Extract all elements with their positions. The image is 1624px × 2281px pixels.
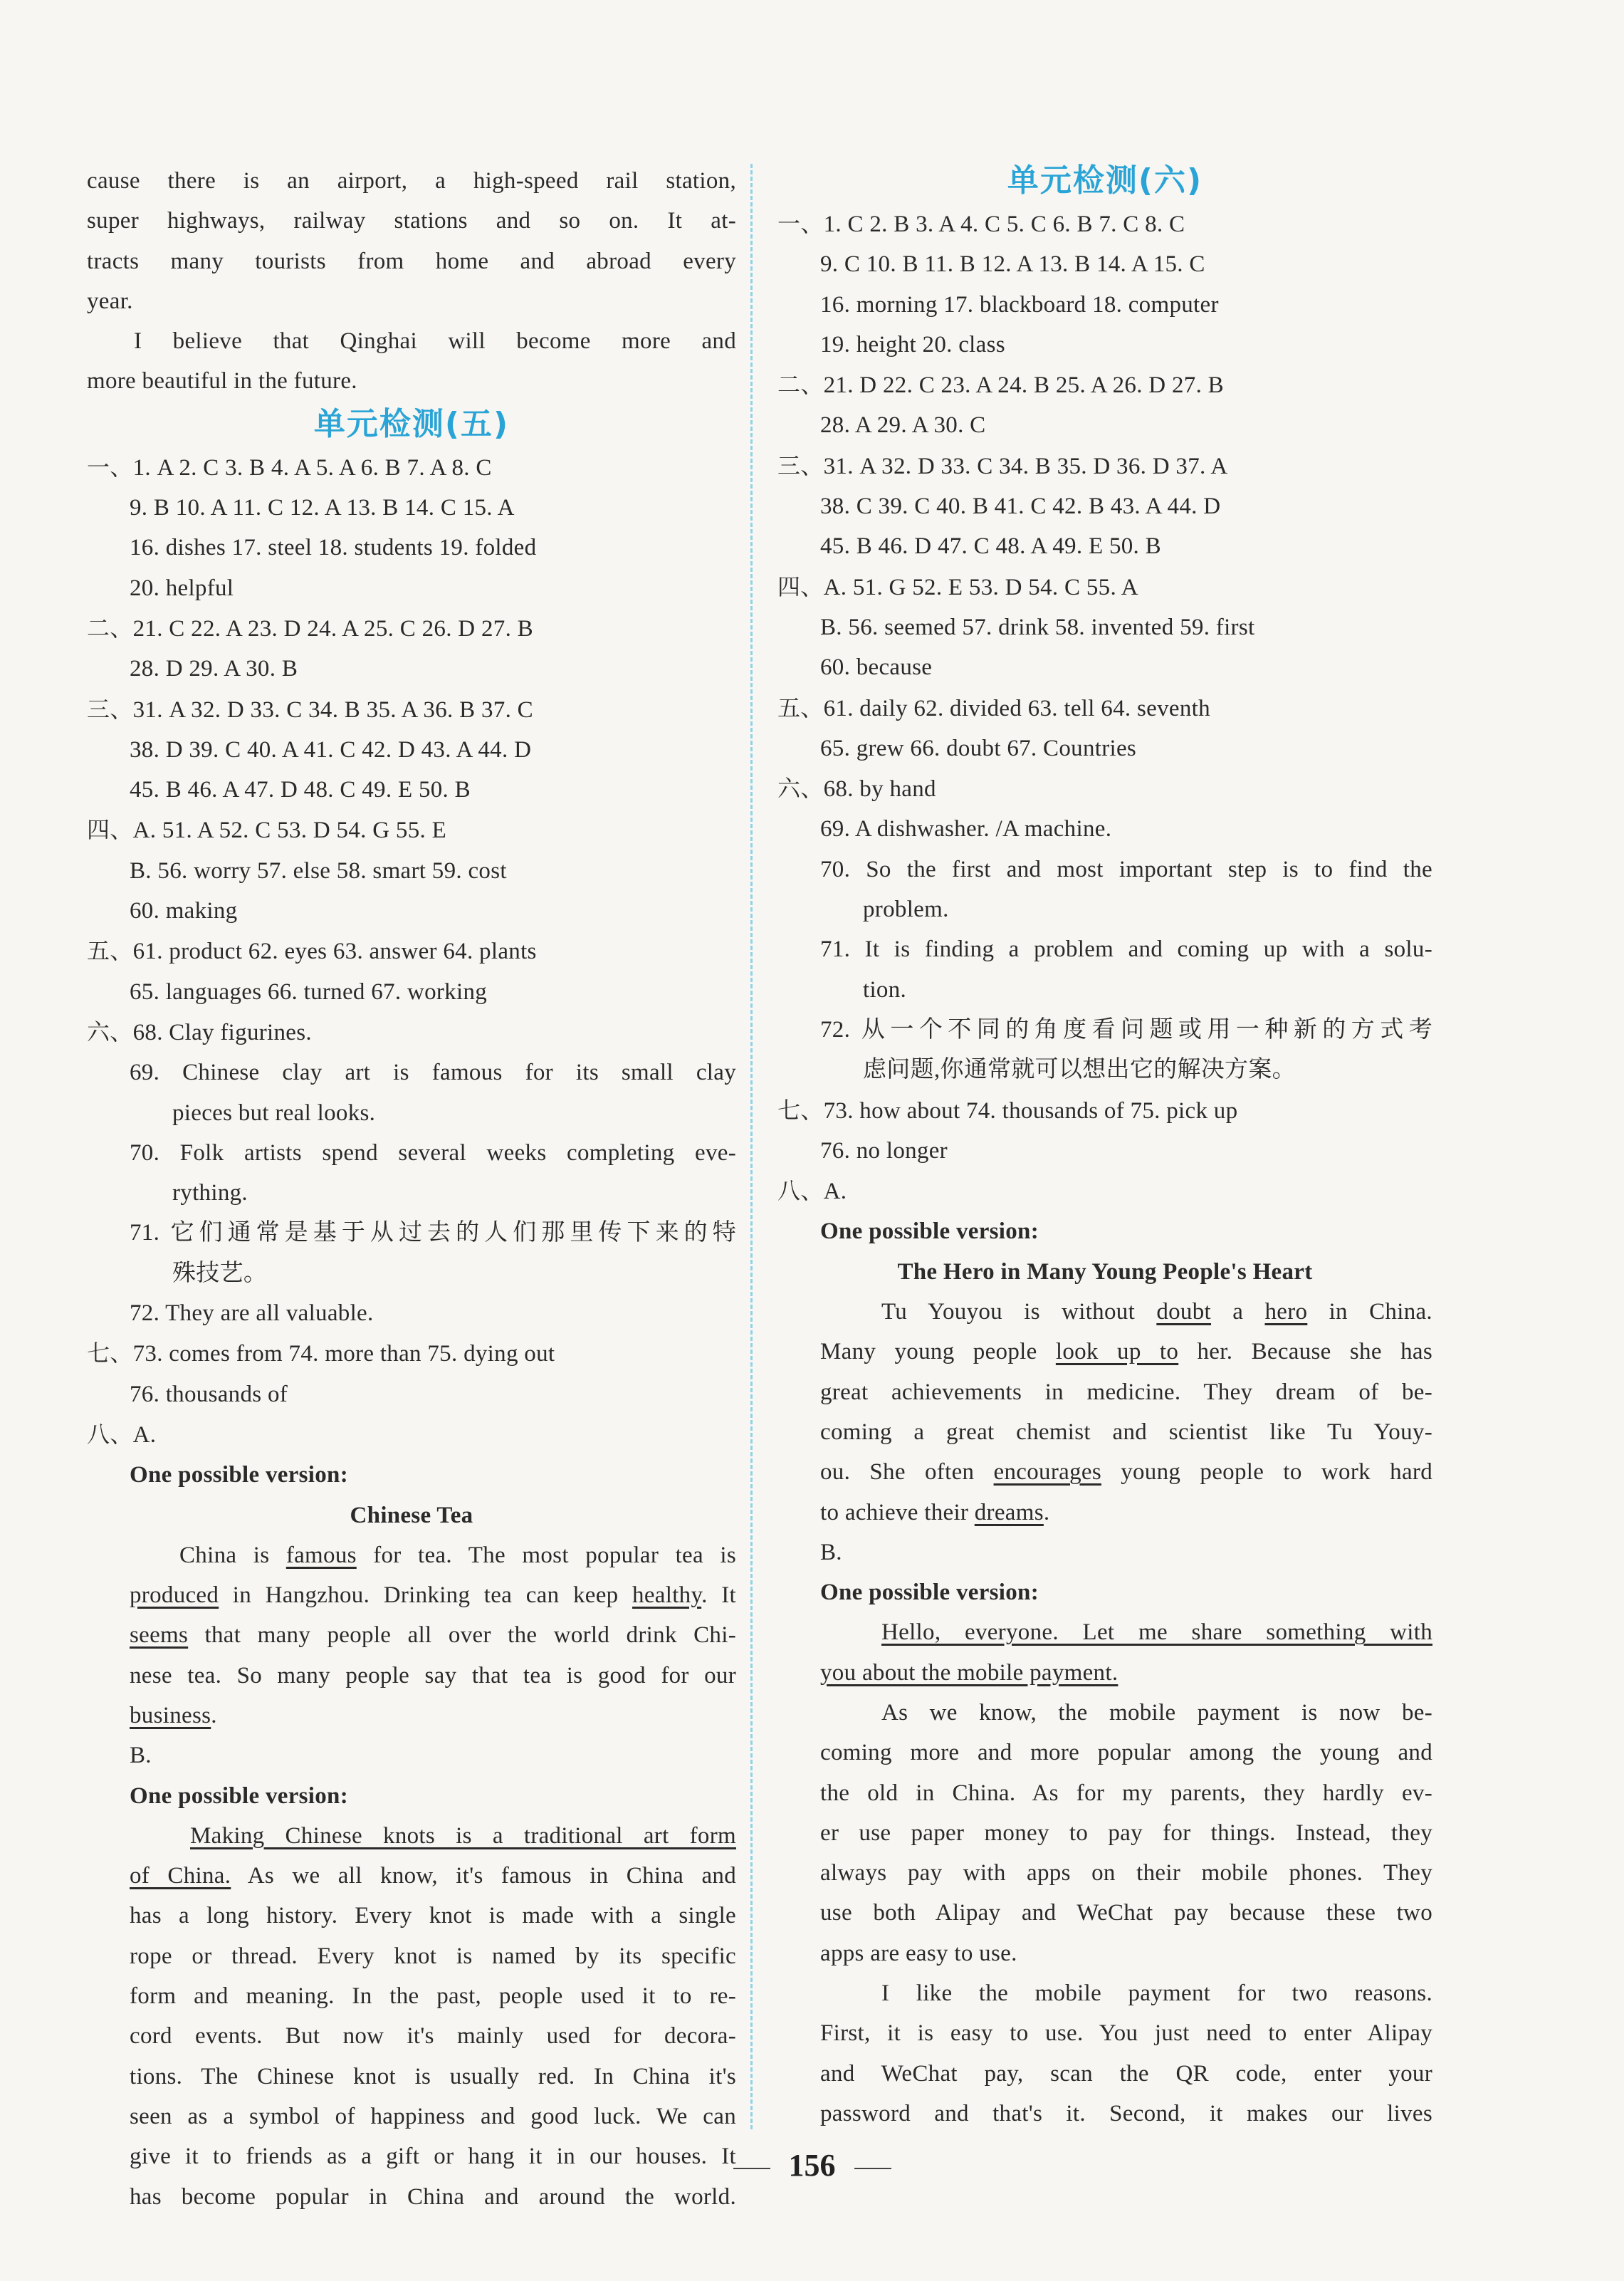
essay-line: has a long history. Every knot is made with a single — [130, 1903, 736, 1929]
essay-line: you about the mobile payment. — [820, 1659, 1119, 1686]
section-mark: 三、 — [777, 451, 824, 479]
essay-line: coming more and more popular among the young and — [820, 1740, 1432, 1766]
answer-row: B. 56. seemed 57. drink 58. invented 59. first — [820, 614, 1255, 640]
essay-line: ou. She often encourages young people to work hard — [820, 1459, 1432, 1486]
section-mark: 六、 — [87, 1018, 133, 1045]
section-mark: 一、 — [87, 453, 133, 481]
intro-line: I believe that Qinghai will become more and — [134, 328, 736, 355]
essay-line: rope or thread. Every knot is named by its specific — [130, 1943, 736, 1969]
answer-row: 四、A. 51. G 52. E 53. D 54. C 55. A — [777, 573, 1138, 600]
answer-row: 七、73. comes from 74. more than 75. dying out — [87, 1340, 555, 1367]
answer-row: 69. Chinese clay art is famous for its small clay — [130, 1060, 736, 1086]
essay-line: er use paper money to pay for things. Instead, they — [820, 1820, 1432, 1846]
answer-row: tion. — [863, 976, 907, 1003]
essay-line: form and meaning. In the past, people used it to re- — [130, 1983, 736, 2010]
section-mark: 八、 — [87, 1420, 133, 1448]
answer-row: 70. Folk artists spend several weeks completing eve- — [130, 1139, 736, 1166]
answer-row: 69. A dishwasher. /A machine. — [820, 816, 1112, 842]
section-mark: 三、 — [87, 695, 133, 723]
essay-line: First, it is easy to use. You just need to enter Alipay — [820, 2020, 1432, 2047]
version-label: One possible version: — [820, 1218, 1039, 1245]
version-label: One possible version: — [130, 1782, 348, 1809]
answer-row: 二、21. C 22. A 23. D 24. A 25. C 26. D 27. B — [87, 614, 533, 642]
section-mark: 六、 — [777, 775, 824, 803]
answer-row: 76. thousands of — [130, 1381, 288, 1407]
answer-row: 20. helpful — [130, 575, 234, 601]
essay-line: great achievements in medicine. They dream of be- — [820, 1379, 1432, 1405]
essay-line: cord events. But now it's mainly used for decora- — [130, 2023, 736, 2050]
answer-row: 殊技艺。 — [172, 1260, 268, 1286]
answer-row: 65. languages 66. turned 67. working — [130, 978, 488, 1005]
section-mark: 四、 — [777, 573, 824, 600]
essay-line: always pay with apps on their mobile phones. They — [820, 1860, 1432, 1886]
essay-line: produced in Hangzhou. Drinking tea can keep healthy. It — [130, 1582, 736, 1609]
essay-line: use both Alipay and WeChat pay because these two — [820, 1900, 1432, 1926]
answer-row: 60. making — [130, 898, 238, 924]
answer-row: 65. grew 66. doubt 67. Countries — [820, 735, 1137, 761]
page-number-dash-right — [854, 2168, 891, 2169]
page-number-value: 156 — [788, 2148, 836, 2183]
answer-row: 八、A. — [87, 1420, 157, 1448]
answer-row: 16. dishes 17. steel 18. students 19. folded — [130, 535, 537, 561]
answer-row: 19. height 20. class — [820, 331, 1005, 357]
answer-row: 9. C 10. B 11. B 12. A 13. B 14. A 15. C — [820, 251, 1205, 278]
answer-row: 9. B 10. A 11. C 12. A 13. B 14. C 15. A — [130, 495, 515, 521]
essay-line: give it to friends as a gift or hang it in our houses. It — [130, 2144, 736, 2170]
essay-line: Making Chinese knots is a traditional art form — [190, 1822, 736, 1849]
column-divider — [750, 164, 753, 2129]
part-b-label: B. — [820, 1539, 842, 1565]
page-number-dash-left — [733, 2168, 770, 2169]
answer-row: 72. 从一个不同的角度看问题或用一种新的方式考 — [820, 1016, 1432, 1043]
essay-line: seen as a symbol of happiness and good luck. We can — [130, 2103, 736, 2129]
essay-line: of China. As we all know, it's famous in China and — [130, 1863, 737, 1889]
section-mark: 五、 — [777, 694, 824, 721]
essay-line: Tu Youyou is without doubt a hero in China. — [881, 1299, 1432, 1325]
answer-row: 五、61. product 62. eyes 63. answer 64. plants — [87, 937, 537, 965]
version-label: One possible version: — [820, 1580, 1039, 1606]
section-mark: 五、 — [87, 937, 133, 965]
essay-line: has become popular in China and around the world. — [130, 2183, 736, 2210]
intro-line: super highways, railway stations and so on. It at- — [87, 208, 736, 234]
answer-row: 60. because — [820, 654, 933, 681]
part-b-label: B. — [130, 1743, 152, 1769]
essay-line: Hello, everyone. Let me share something with — [881, 1619, 1432, 1646]
essay-line: business. — [130, 1702, 217, 1728]
essay-line: As we know, the mobile payment is now be- — [881, 1699, 1432, 1726]
left-column — [87, 161, 736, 2217]
section-mark: 八、 — [777, 1177, 824, 1205]
section-title-unit-5: 单元检测(五) — [313, 405, 510, 442]
intro-line: more beautiful in the future. — [87, 368, 357, 395]
answer-row: rything. — [172, 1180, 248, 1206]
essay-line: nese tea. So many people say that tea is good for our — [130, 1662, 736, 1688]
answer-row: 四、A. 51. A 52. C 53. D 54. G 55. E — [87, 816, 447, 844]
section-mark: 七、 — [87, 1340, 133, 1367]
answer-row: 76. no longer — [820, 1137, 948, 1164]
essay-line: the old in China. As for my parents, they hardly ev- — [820, 1780, 1432, 1806]
answer-row: 71. It is finding a problem and coming up with a solu- — [820, 936, 1432, 963]
answer-row: 二、21. D 22. C 23. A 24. B 25. A 26. D 27. B — [777, 371, 1224, 399]
essay-line: seems that many people all over the world drink Chi- — [130, 1622, 736, 1649]
essay-title: The Hero in Many Young People's Heart — [897, 1258, 1313, 1285]
section-mark: 二、 — [777, 371, 824, 399]
intro-line: tracts many tourists from home and abroad every — [87, 248, 736, 274]
version-label: One possible version: — [130, 1462, 348, 1488]
answer-row: B. 56. worry 57. else 58. smart 59. cost — [130, 857, 507, 884]
answer-row: 72. They are all valuable. — [130, 1300, 374, 1327]
essay-line: China is famous for tea. The most popular tea is — [179, 1542, 736, 1568]
answer-row: 28. A 29. A 30. C — [820, 412, 986, 439]
essay-line: I like the mobile payment for two reasons. — [881, 1980, 1432, 2007]
answer-row: 八、A. — [777, 1177, 847, 1205]
essay-title: Chinese Tea — [350, 1502, 473, 1528]
answer-row: 38. D 39. C 40. A 41. C 42. D 43. A 44. D — [130, 736, 532, 763]
right-column — [777, 158, 1432, 2134]
answer-row: 38. C 39. C 40. B 41. C 42. B 43. A 44. D — [820, 494, 1221, 520]
essay-line: coming a great chemist and scientist like Tu Youy- — [820, 1419, 1432, 1445]
essay-line: and WeChat pay, scan the QR code, enter your — [820, 2060, 1432, 2087]
answer-row: 16. morning 17. blackboard 18. computer — [820, 291, 1219, 318]
section-mark: 四、 — [87, 816, 133, 844]
answer-row: 虑问题,你通常就可以想出它的解决方案。 — [863, 1057, 1296, 1083]
answer-row: 五、61. daily 62. divided 63. tell 64. seventh — [777, 694, 1210, 721]
answer-row: 七、73. how about 74. thousands of 75. pick up — [777, 1096, 1238, 1124]
answer-row: 45. B 46. D 47. C 48. A 49. E 50. B — [820, 533, 1161, 560]
essay-line: password and that's it. Second, it makes our lives — [820, 2100, 1432, 2126]
essay-line: to achieve their dreams. — [820, 1499, 1050, 1525]
answer-row: 一、1. A 2. C 3. B 4. A 5. A 6. B 7. A 8. C — [87, 453, 492, 481]
essay-line: apps are easy to use. — [820, 1940, 1017, 1966]
answer-row: 六、68. by hand — [777, 775, 936, 803]
answer-row: problem. — [863, 897, 949, 923]
answer-row: 70. So the first and most important step is to find the — [820, 856, 1432, 882]
answer-row: 三、31. A 32. D 33. C 34. B 35. A 36. B 37. C — [87, 695, 533, 723]
section-mark: 一、 — [777, 210, 824, 237]
intro-line: cause there is an airport, a high-speed rail station, — [87, 168, 736, 194]
essay-line: tions. The Chinese knot is usually red. In China it's — [130, 2063, 736, 2089]
essay-line: Many young people look up to her. Because she has — [820, 1339, 1432, 1365]
answer-row: 一、1. C 2. B 3. A 4. C 5. C 6. B 7. C 8. C — [777, 210, 1185, 237]
page-number — [0, 2147, 1624, 2183]
section-mark: 七、 — [777, 1096, 824, 1124]
section-title-unit-6: 单元检测(六) — [1007, 162, 1203, 199]
answer-row: 三、31. A 32. D 33. C 34. B 35. D 36. D 37. A — [777, 451, 1228, 479]
intro-line: year. — [87, 288, 133, 314]
answer-row: 28. D 29. A 30. B — [130, 656, 298, 682]
answer-row: 45. B 46. A 47. D 48. C 49. E 50. B — [130, 777, 471, 803]
answer-row: 71. 它们通常是基于从过去的人们那里传下来的特 — [130, 1220, 736, 1246]
section-mark: 二、 — [87, 614, 133, 642]
answer-row: 六、68. Clay figurines. — [87, 1018, 312, 1045]
answer-row: pieces but real looks. — [172, 1100, 376, 1126]
